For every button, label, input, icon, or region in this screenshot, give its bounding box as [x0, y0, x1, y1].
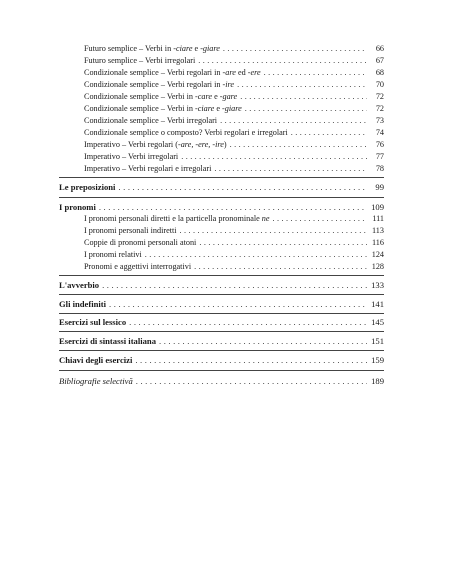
toc-page-number: 113 — [372, 226, 384, 235]
toc-entry-label: Condizionale semplice – Verbi in -ciare e -giare — [84, 104, 242, 113]
toc-page-number: 128 — [371, 262, 384, 271]
toc-chapter-pronomi[interactable] — [59, 202, 384, 212]
toc-entry-label: Condizionale semplice o composto? Verbi regolari e irregolari — [84, 128, 288, 137]
toc-page-number: 74 — [375, 128, 384, 137]
toc-page-number: 109 — [371, 202, 384, 212]
dot-leader — [291, 128, 367, 138]
section-divider — [59, 331, 384, 332]
dot-leader — [129, 317, 367, 327]
toc-page-number: 159 — [371, 355, 384, 365]
dot-leader — [118, 182, 367, 192]
toc-entry-label: Condizionale semplice – Verbi in -care e -gare — [84, 92, 238, 101]
dot-leader — [145, 250, 367, 260]
toc-page-number: 133 — [371, 280, 384, 290]
dot-leader — [102, 280, 367, 290]
toc-page-number: 141 — [371, 299, 384, 309]
toc-entry[interactable] — [84, 92, 384, 102]
toc-page-number: 77 — [375, 152, 384, 161]
toc-entry[interactable] — [84, 164, 384, 174]
toc-chapter-sintassi[interactable] — [59, 336, 384, 346]
toc-chapter-label: I pronomi — [59, 202, 96, 212]
toc-entry[interactable] — [84, 238, 384, 248]
section-divider — [59, 350, 384, 351]
toc-entry-label: Coppie di pronomi personali atoni — [84, 238, 197, 247]
dot-leader — [109, 299, 367, 309]
toc-chapter-label: Esercizi sul lessico — [59, 317, 127, 327]
toc-page-number: 70 — [375, 80, 384, 89]
dot-leader — [159, 336, 367, 346]
section-divider — [59, 294, 384, 295]
toc-page-number: 68 — [375, 68, 384, 77]
toc-entry[interactable] — [84, 128, 384, 138]
toc-entry[interactable] — [84, 140, 384, 150]
toc-entry-label: Condizionale semplice – Verbi irregolari — [84, 116, 218, 125]
toc-page-number: 78 — [375, 164, 384, 173]
toc-entry-label: I pronomi personali indiretti — [84, 226, 177, 235]
toc-page-number: 189 — [371, 376, 384, 386]
section-divider — [59, 177, 384, 178]
toc-entry[interactable] — [84, 214, 384, 224]
toc-page-number: 67 — [375, 56, 384, 65]
toc-chapter-avverbio[interactable] — [59, 280, 384, 290]
toc-page-number: 99 — [375, 182, 384, 192]
dot-leader — [264, 68, 367, 78]
toc-page-number: 116 — [372, 238, 384, 247]
section-divider — [59, 197, 384, 198]
toc-entry[interactable] — [84, 44, 384, 54]
toc-entry[interactable] — [84, 226, 384, 236]
toc-entry[interactable] — [84, 104, 384, 114]
toc-entry[interactable] — [84, 56, 384, 66]
toc-entry-label: Condizionale semplice – Verbi regolari in -ire — [84, 80, 235, 89]
toc-entry-label: Futuro semplice – Verbi in -ciare e -giare — [84, 44, 220, 53]
toc-chapter-lessico[interactable] — [59, 317, 384, 327]
toc-entry[interactable] — [84, 250, 384, 260]
dot-leader — [198, 56, 367, 66]
dot-leader — [199, 238, 367, 248]
toc-page-number: 72 — [375, 92, 384, 101]
toc-entry-label: Imperativo – Verbi regolari e irregolari — [84, 164, 212, 173]
dot-leader — [223, 44, 367, 54]
toc-page-number: 76 — [375, 140, 384, 149]
dot-leader — [214, 164, 367, 174]
toc-entry-label: I pronomi relativi — [84, 250, 142, 259]
toc-entry[interactable] — [84, 116, 384, 126]
dot-leader — [135, 355, 367, 365]
section-divider — [59, 370, 384, 371]
dot-leader — [194, 262, 367, 272]
toc-entry[interactable] — [84, 68, 384, 78]
toc-entry-label: Futuro semplice – Verbi irregolari — [84, 56, 196, 65]
toc-chapter-bibliografia[interactable] — [59, 376, 384, 386]
toc-chapter-label: Le preposizioni — [59, 182, 116, 192]
toc-entry-label: Imperativo – Verbi regolari (-are, -ere, -ire) — [84, 140, 227, 149]
toc-chapter-label: Esercizi di sintassi italiana — [59, 336, 157, 346]
dot-leader — [245, 104, 367, 114]
dot-leader — [220, 116, 367, 126]
toc-page-number: 124 — [371, 250, 384, 259]
toc-entry-label: I pronomi personali diretti e la particella pronominale ne — [84, 214, 270, 223]
dot-leader — [99, 202, 367, 212]
toc-entry-label: Condizionale semplice – Verbi regolari in -are ed -ere — [84, 68, 261, 77]
dot-leader — [136, 376, 367, 386]
toc-entry[interactable] — [84, 262, 384, 272]
toc-entry-label: Imperativo – Verbi irregolari — [84, 152, 179, 161]
toc-page-number: 73 — [375, 116, 384, 125]
toc-page-number: 145 — [371, 317, 384, 327]
toc-chapter-chiavi[interactable] — [59, 355, 384, 365]
toc-chapter-label: L'avverbio — [59, 280, 100, 290]
toc-entry[interactable] — [84, 152, 384, 162]
section-divider — [59, 275, 384, 276]
toc-chapter-label: Chiavi degli esercizi — [59, 355, 133, 365]
dot-leader — [273, 214, 367, 224]
dot-leader — [181, 152, 367, 162]
dot-leader — [240, 92, 367, 102]
toc-page-number: 111 — [372, 214, 384, 223]
section-divider — [59, 313, 384, 314]
toc-entry[interactable] — [84, 80, 384, 90]
dot-leader — [237, 80, 367, 90]
toc-page-number: 66 — [375, 44, 384, 53]
toc-entry-label: Pronomi e aggettivi interrogativi — [84, 262, 192, 271]
dot-leader — [180, 226, 367, 236]
toc-page-number: 72 — [375, 104, 384, 113]
toc-chapter-label: Bibliografie selectivă — [59, 376, 133, 386]
toc-chapter-preposizioni[interactable] — [59, 182, 384, 192]
toc-chapter-label: Gli indefiniti — [59, 299, 107, 309]
toc-page-number: 151 — [371, 336, 384, 346]
toc-chapter-indefiniti[interactable] — [59, 299, 384, 309]
dot-leader — [230, 140, 367, 150]
